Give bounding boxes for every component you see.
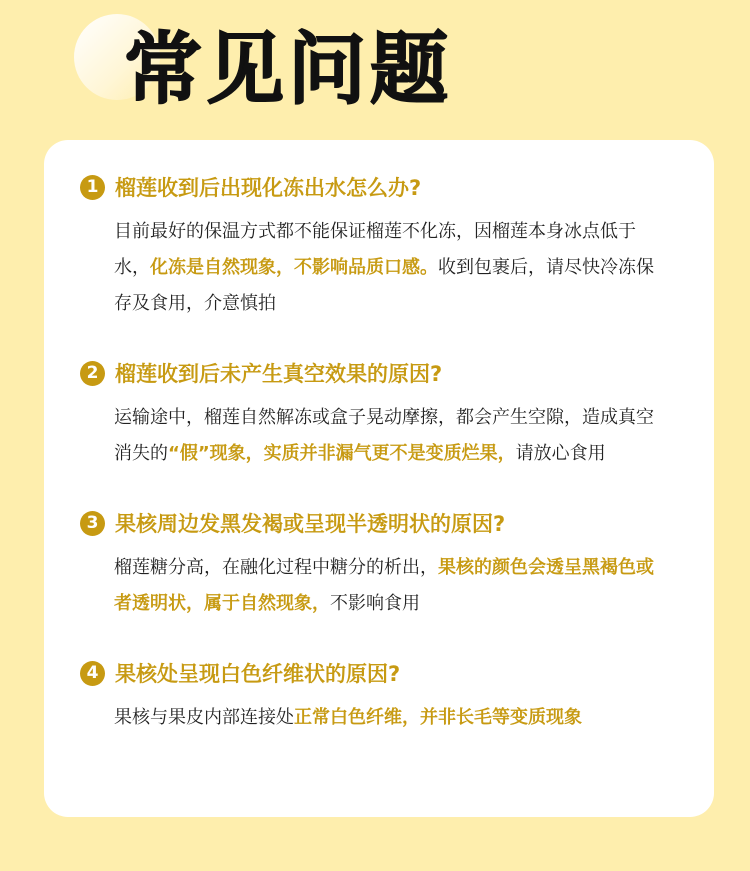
answer-text: 榴莲糖分高，在融化过程中糖分的析出， (114, 557, 438, 578)
faq-question-row (80, 656, 678, 690)
answer-text: 不影响食用 (330, 593, 420, 614)
faq-question-row (80, 170, 678, 204)
faq-question: 榴莲收到后出现化冻出水怎么办? (115, 176, 422, 200)
faq-answer (114, 550, 654, 622)
faq-question: 果核处呈现白色纤维状的原因? (115, 662, 401, 686)
faq-card (44, 140, 714, 817)
faq-question: 榴莲收到后未产生真空效果的原因? (115, 362, 443, 386)
answer-highlight: “假”现象，实质并非漏气更不是变质烂果， (168, 443, 516, 464)
faq-question: 果核周边发黑发褐或呈现半透明状的原因? (115, 512, 506, 536)
faq-item-3 (80, 506, 678, 622)
answer-text: 目前最好的保温方式都不能保证榴莲不化冻，因榴莲本身冰点低于水， (114, 221, 636, 278)
faq-question-row (80, 356, 678, 390)
page-title: 常见问题 (124, 25, 453, 115)
faq-answer (114, 214, 654, 322)
faq-item-1 (80, 170, 678, 322)
number-badge-icon: 3 (80, 511, 105, 536)
answer-highlight: 果核的颜色会透呈黑褐色或者透明状，属于自然现象， (114, 557, 654, 614)
answer-highlight: 化冻是自然现象，不影响品质口感。 (150, 257, 438, 278)
answer-text: 运输途中，榴莲自然解冻或盒子晃动摩擦，都会产生空隙，造成真空消失的 (114, 407, 654, 464)
faq-answer (114, 400, 654, 472)
number-badge-icon: 1 (80, 175, 105, 200)
faq-question-row (80, 506, 678, 540)
answer-text: 收到包裹后，请尽快冷冻保存及食用，介意慎拍 (114, 257, 654, 314)
answer-text: 请放心食用 (515, 443, 606, 464)
answer-text: 果核与果皮内部连接处 (114, 707, 294, 728)
number-badge-icon: 2 (80, 361, 105, 386)
faq-answer (114, 700, 654, 736)
faq-item-4 (80, 656, 678, 736)
number-badge-icon: 4 (80, 661, 105, 686)
answer-highlight: 正常白色纤维，并非长毛等变质现象 (294, 707, 582, 728)
faq-item-2 (80, 356, 678, 472)
